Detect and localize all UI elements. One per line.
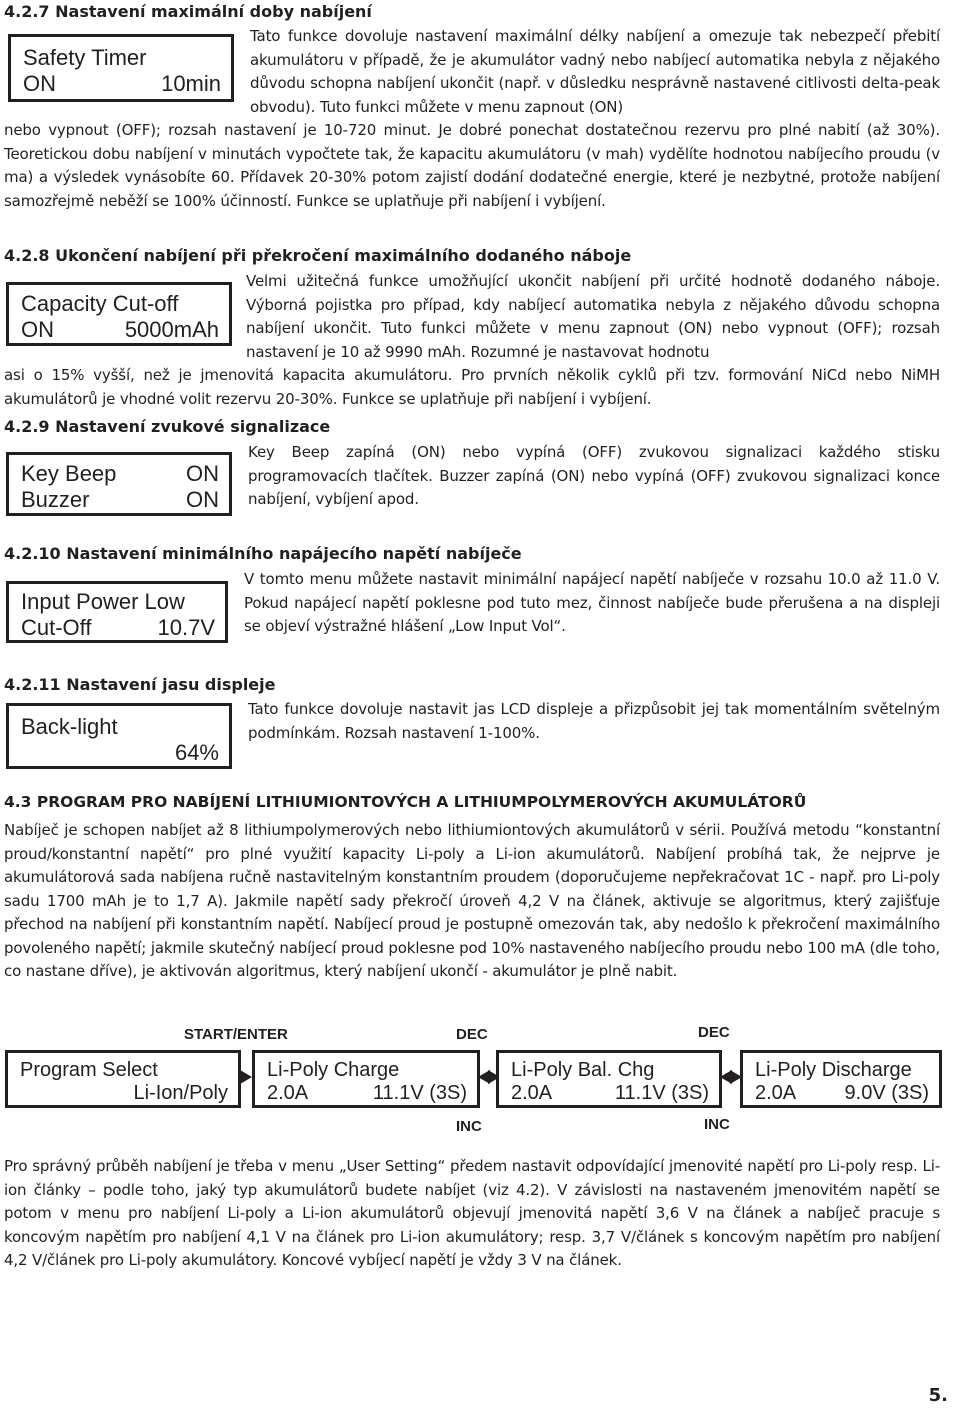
page-number: 5. [928, 1385, 948, 1406]
lcd-voltage: 9.0V (3S) [844, 1082, 929, 1104]
lcd-current: 2.0A [267, 1082, 309, 1104]
lcd-line-1: Li-Poly Discharge [755, 1059, 912, 1081]
paragraph-4-2-11-side: Tato funkce dovoluje nastavit jas LCD displeje a přizpůsobit jej tak momentálním světelným podmínkám. Rozsah nastavení 1-100%. [248, 700, 940, 742]
lcd-value: 10.7V [157, 615, 215, 640]
section-heading-4-2-11: 4.2.11 Nastavení jasu displeje [4, 675, 276, 694]
lcd-value: 5000mAh [124, 317, 219, 342]
lcd-voltage: 11.1V (3S) [614, 1082, 709, 1104]
lcd-li-poly-bal-chg [496, 1050, 722, 1108]
paragraph-4-2-8-side: Velmi užitečná funkce umožňující ukončit nabíjení při určité hodnotě dodaného náboje. Výborná pojistka pro případ, kdy nabíjecí automatika nebyla z nějakého důvodu schopna nabíjení ukončit. Tuto funkci můžete v menu zapnout (ON) nebo vypnout (OFF); rozsah nastavení je 10 až 9990 mAh. Rozumné je nastavovat hodnotu [246, 272, 940, 361]
arrow-head-right [240, 1070, 252, 1084]
lcd-line-2: Li-Ion/Poly [133, 1082, 228, 1104]
inc-label-1: INC [456, 1118, 482, 1135]
lcd-line-1: Capacity Cut-off [21, 291, 179, 316]
section-heading-4-2-8: 4.2.8 Ukončení nabíjení při překročení maximálního dodaného náboje [4, 246, 632, 265]
lcd-voltage: 11.1V (3S) [372, 1082, 467, 1104]
dec-label-2: DEC [698, 1024, 730, 1041]
paragraph-4-2-9-side: Key Beep zapíná (ON) nebo vypíná (OFF) zvukovou signalizaci každého stisku programovacích tlačítek. Buzzer zapíná (ON) nebo vypíná (OFF) zvukovou signalizaci konce nabíjení, vybíjení apod. [248, 443, 940, 508]
lcd-line-1: Input Power Low [21, 589, 185, 614]
lcd-buzzer-label: Buzzer [21, 487, 90, 512]
paragraph-4-2-10-side: V tomto menu můžete nastavit minimální napájecí napětí nabíječe v rozsahu 10.0 až 11.0 V. Pokud napájecí napětí poklesne pod tuto mez, činnost nabíječe bude přerušena a na displeji se objeví výstražné hlášení „Low Input Vol“. [244, 570, 940, 635]
lcd-line-1: Back-light [21, 714, 118, 739]
lcd-li-poly-discharge [740, 1050, 942, 1108]
lcd-current: 2.0A [755, 1082, 797, 1104]
paragraph-4-2-7-full: nebo vypnout (OFF); rozsah nastavení je 10-720 minut. Je dobré ponechat dostatečnou rezervu pro plné nabití (až 30%). Teoretickou dobu nabíjení v minutách vypočtete tak, že kapacitu akumulátoru (v mah) vydělíte hodnotou nabíjecího proudu (v ma) a výsledek vynásobíte 60. Přídavek 20-30% potom zajistí dodání dodatečné energie, které je nezbytné, protože nabíjení samozřejmě neběží se 100% účinností. Funkce se uplatňuje při nabíjení i vybíjení. [4, 121, 940, 210]
inc-label-2: INC [704, 1116, 730, 1133]
section-heading-4-2-7: 4.2.7 Nastavení maximální doby nabíjení [4, 2, 372, 21]
start-enter-label: START/ENTER [184, 1026, 288, 1043]
lcd-key-beep-state: ON [186, 461, 219, 486]
lcd-sound [6, 452, 232, 516]
lcd-capacity-cutoff [6, 282, 232, 346]
lcd-back-light [6, 703, 232, 769]
lcd-input-power-low [6, 581, 228, 643]
section-heading-4-3: 4.3 PROGRAM PRO NABÍJENÍ LITHIUMIONTOVÝCH A LITHIUMPOLYMEROVÝCH AKUMULÁTORŮ [4, 793, 807, 811]
lcd-line-1: Li-Poly Charge [267, 1059, 400, 1081]
lcd-line-1: Program Select [20, 1059, 158, 1081]
lcd-label: Cut-Off [21, 615, 92, 640]
dec-label-1: DEC [456, 1026, 488, 1043]
lcd-line-1: Li-Poly Bal. Chg [511, 1059, 655, 1081]
paragraph-4-2-8-full: asi o 15% vyšší, než je jmenovitá kapacita akumulátoru. Pro prvních několik cyklů při tzv. formování NiCd nebo NiMH akumulátorů je vhodné volit rezervu 20-30%. Funkce se uplatňuje při nabíjení i vybíjení. [4, 366, 940, 408]
lcd-line-1: Safety Timer [23, 45, 147, 70]
section-heading-4-2-10: 4.2.10 Nastavení minimálního napájecího napětí nabíječe [4, 544, 522, 563]
paragraph-4-2-7-side: Tato funkce dovoluje nastavení maximální délky nabíjení a omezuje tak nebezpečí přebití akumulátoru v případě, že je akumulátor vadný nebo nabíjecí automatika nebyla z nějakého důvodu schopna nabíjení ukončit (např. v důsledku nesprávně nastavené citlivosti delta-peak obvodu). Tuto funkci můžete v menu zapnout (ON) [250, 27, 940, 116]
lcd-safety-timer [8, 34, 234, 102]
section-heading-4-2-9: 4.2.9 Nastavení zvukové signalizace [4, 417, 331, 436]
paragraph-4-3-intro: Nabíječ je schopen nabíjet až 8 lithiumpolymerových nebo lithiumiontových akumulátorů v sérii. Používá metodu “konstantní proud/konstantní napětí“ pro plné využití kapacity Li-poly a Li-ion akumulátorů. Nabíjení probíhá tak, že nejprve je akumulátorová sada nabíjena ručně nastavitelným konstantním proudem (doporučujeme nepřekračovat 1C - např. pro Li-poly sadu 1700 mAh je to 1,7 A). Jakmile napětí sady překročí úroveň 4,2 V na článek, aktivuje se algoritmus, který zajišťuje přechod na nabíjení při konstantním napětí. Nabíjecí proud je postupně omezován tak, aby nedošlo k překročení maximálního povoleného napětí; jakmile skutečný nabíjecí proud poklesne pod 10% nastaveného nabíjecího proudu nebo 100 mA (dle toho, co nastane dříve), je aktivován algoritmus, který nabíjení ukončí - akumulátor je plně nabit. [4, 821, 940, 980]
lcd-state: ON [21, 317, 54, 342]
lcd-program-select [5, 1050, 241, 1108]
lcd-current: 2.0A [511, 1082, 553, 1104]
lcd-value: 10min [161, 71, 221, 96]
lcd-li-poly-charge [252, 1050, 480, 1108]
lcd-key-beep-label: Key Beep [21, 461, 117, 486]
lcd-buzzer-state: ON [186, 487, 219, 512]
paragraph-4-3-user-setting: Pro správný průběh nabíjení je třeba v menu „User Setting“ předem nastavit odpovídající jmenovité napětí pro Li-poly resp. Li-ion články – podle toho, jaký typ akumulátorů budete nabíjet (viz 4.2). V závislosti na nastaveném jmenovitém napětí se potom v menu pro nabíjení Li-poly a Li-ion akumulátorů objevují jmenovitá napětí 3,6 V na článek a nabíječ pracuje s koncovým napětím pro nabíjení 4,1 V na článek pro Li-ion akumulátory; resp. 3,7 V/článek s koncovým napětím pro nabíjení 4,2 V/článek pro Li-poly akumulátory. Koncové vybíjecí napětí je vždy 3 V na článek. [4, 1157, 940, 1269]
lcd-state: ON [23, 71, 56, 96]
lcd-value: 64% [174, 740, 219, 765]
